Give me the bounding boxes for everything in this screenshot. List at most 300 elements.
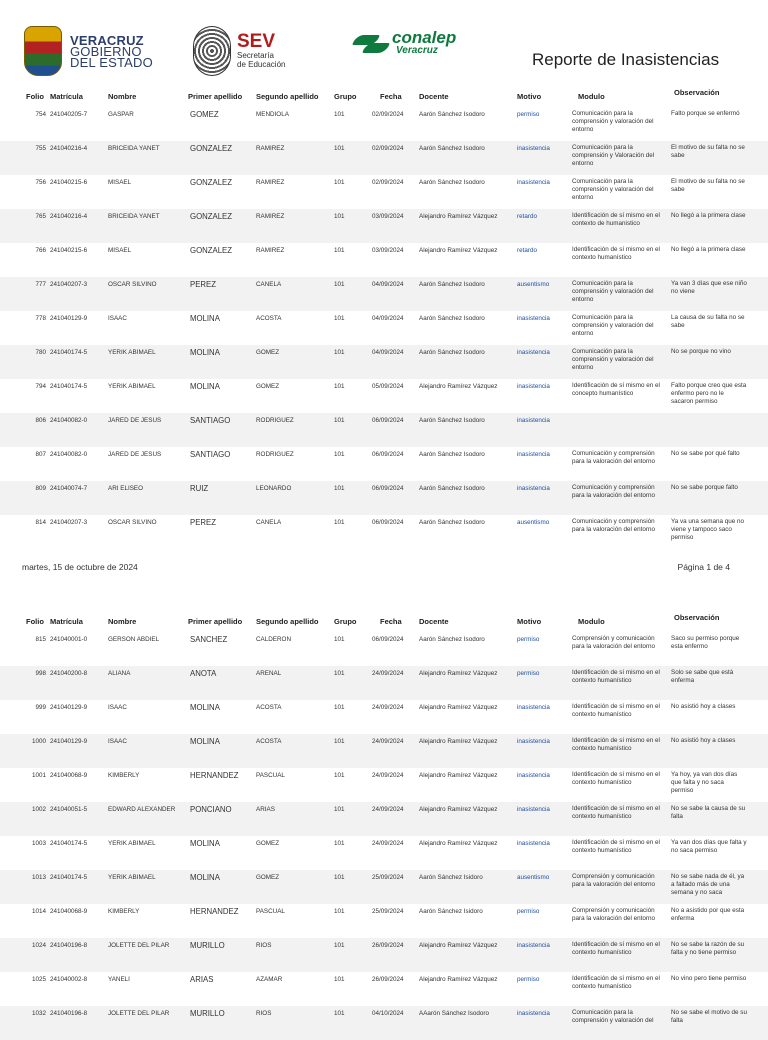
cell-segundo: LEONARDO	[256, 485, 292, 492]
cell-segundo: RAMIREZ	[256, 213, 285, 220]
cell-fecha: 26/09/2024	[372, 942, 404, 949]
cell-grupo: 101	[334, 636, 345, 643]
cell-folio: 765	[35, 213, 46, 220]
cell-segundo: RIOS	[256, 1010, 272, 1017]
cell-primer: HERNANDEZ	[190, 771, 239, 780]
cell-fecha: 06/09/2024	[372, 519, 404, 526]
cell-folio: 777	[35, 281, 46, 288]
cell-segundo: GOMEZ	[256, 874, 280, 881]
cell-grupo: 101	[334, 349, 345, 356]
table-row	[0, 209, 768, 243]
cell-matricula: 241040207-3	[50, 519, 88, 526]
cell-nombre: YERIK ABIMAEL	[108, 349, 156, 356]
cell-grupo: 101	[334, 281, 345, 288]
cell-nombre: YERIK ABIMAEL	[108, 874, 156, 881]
cell-grupo: 101	[334, 315, 345, 322]
cell-obs: El motivo de su falta no se sabe	[671, 144, 745, 159]
cell-primer: SANTIAGO	[190, 416, 231, 425]
cell-segundo: CANELA	[256, 519, 282, 526]
cell-fecha: 24/09/2024	[372, 772, 404, 779]
cell-folio: 1003	[31, 840, 46, 847]
cell-nombre: ISAAC	[108, 704, 127, 711]
cell-grupo: 101	[334, 874, 345, 881]
cell-folio: 807	[35, 451, 46, 458]
cell-primer: GONZALEZ	[190, 144, 233, 153]
column-header-grupo: Grupo	[334, 92, 357, 101]
cell-matricula: 241040215-6	[50, 179, 88, 186]
column-header-motivo: Motivo	[517, 92, 542, 101]
table-row	[0, 447, 768, 481]
cell-matricula: 241040129-9	[50, 738, 88, 745]
cell-docente: Alejandro Ramírez Vázquez	[419, 704, 498, 711]
cell-motivo: inasistencia	[517, 806, 550, 813]
cell-obs: No se sabe por qué falto	[671, 450, 740, 457]
cell-docente: Alejandro Ramírez Vázquez	[419, 213, 498, 220]
cell-primer: MOLINA	[190, 737, 220, 746]
cell-nombre: ISAAC	[108, 738, 127, 745]
cell-fecha: 06/09/2024	[372, 636, 404, 643]
cell-matricula: 241040074-7	[50, 485, 88, 492]
cell-motivo: inasistencia	[517, 315, 550, 322]
cell-nombre: ALIANA	[108, 670, 131, 677]
table-row	[0, 379, 768, 413]
cell-obs: Ya hoy, ya van dos días que falta y no saca permiso	[671, 771, 738, 794]
table-row	[0, 972, 768, 1006]
cell-matricula: 241040215-6	[50, 247, 88, 254]
cell-segundo: ACOSTA	[256, 315, 282, 322]
column-header-row	[0, 613, 768, 631]
cell-nombre: EDWARD ALEXANDER	[108, 806, 176, 813]
cell-fecha: 24/09/2024	[372, 840, 404, 847]
cell-segundo: PASCUAL	[256, 772, 285, 779]
cell-modulo: Comprensión y comunicación para la valoración del entorno	[572, 907, 655, 922]
cell-obs: Falto porque se enfermó	[671, 110, 740, 117]
cell-modulo: Identificación de sí mismo en el contexto de humanistico	[572, 212, 660, 227]
conalep-logo-small: Veracruz	[396, 45, 438, 56]
cell-grupo: 101	[334, 145, 345, 152]
cell-folio: 815	[35, 636, 46, 643]
cell-primer: MURILLO	[190, 941, 225, 950]
column-header-nombre: Nombre	[108, 92, 137, 101]
cell-segundo: RODRIGUEZ	[256, 417, 294, 424]
cell-modulo: Comunicación y comprensión para la valoración del entorno	[572, 450, 655, 465]
cell-segundo: RAMIREZ	[256, 247, 285, 254]
cell-docente: Alejandro Ramírez Vázquez	[419, 772, 498, 779]
cell-matricula: 241040174-5	[50, 840, 88, 847]
table-row	[0, 938, 768, 972]
cell-folio: 756	[35, 179, 46, 186]
cell-nombre: YERIK ABIMAEL	[108, 840, 156, 847]
cell-segundo: CANELA	[256, 281, 282, 288]
cell-fecha: 02/09/2024	[372, 179, 404, 186]
cell-segundo: ARIAS	[256, 806, 275, 813]
cell-obs: La causa de su falta no se sabe	[671, 314, 745, 329]
cell-grupo: 101	[334, 772, 345, 779]
cell-matricula: 241040216-4	[50, 213, 88, 220]
table-row	[0, 870, 768, 904]
cell-obs: No vino pero tiene permiso	[671, 975, 747, 982]
table-row	[0, 413, 768, 447]
cell-segundo: CALDERON	[256, 636, 291, 643]
table-row	[0, 243, 768, 277]
cell-folio: 1013	[31, 874, 46, 881]
table-row	[0, 141, 768, 175]
cell-matricula: 241040001-0	[50, 636, 88, 643]
cell-primer: PEREZ	[190, 280, 216, 289]
cell-modulo: Comprensión y comunicación para la valoración del entorno	[572, 635, 655, 650]
cell-folio: 755	[35, 145, 46, 152]
column-header-primer-apellido: Primer apellido	[188, 92, 243, 101]
table-row	[0, 700, 768, 734]
table-row	[0, 107, 768, 141]
cell-grupo: 101	[334, 670, 345, 677]
cell-primer: MOLINA	[190, 839, 220, 848]
cell-folio: 999	[35, 704, 46, 711]
cell-folio: 1002	[31, 806, 46, 813]
veracruz-logo-line: DEL ESTADO	[70, 54, 153, 70]
cell-primer: HERNANDEZ	[190, 907, 239, 916]
cell-primer: PEREZ	[190, 518, 216, 527]
cell-motivo: ausentismo	[517, 874, 550, 881]
cell-motivo: inasistencia	[517, 704, 550, 711]
cell-motivo: inasistencia	[517, 417, 550, 424]
cell-folio: 1024	[31, 942, 46, 949]
cell-motivo: inasistencia	[517, 451, 550, 458]
table-row	[0, 277, 768, 311]
column-header-docente: Docente	[419, 92, 449, 101]
cell-segundo: AZAMAR	[256, 976, 283, 983]
cell-obs: No a asistido por que esta enferma	[671, 907, 745, 922]
cell-nombre: MISAEL	[108, 179, 132, 186]
cell-folio: 780	[35, 349, 46, 356]
cell-primer: SANTIAGO	[190, 450, 231, 459]
cell-motivo: inasistencia	[517, 942, 550, 949]
cell-folio: 1025	[31, 976, 46, 983]
cell-grupo: 101	[334, 213, 345, 220]
cell-obs: No asistió hoy a clases	[671, 737, 736, 744]
column-header-grupo: Grupo	[334, 617, 357, 626]
cell-docente: Alejandro Ramírez Vázquez	[419, 247, 498, 254]
cell-motivo: ausentismo	[517, 519, 550, 526]
cell-matricula: 241040068-9	[50, 772, 88, 779]
cell-obs: No se porque no vino	[671, 348, 731, 355]
cell-fecha: 24/09/2024	[372, 670, 404, 677]
report-header	[0, 0, 768, 88]
cell-folio: 809	[35, 485, 46, 492]
sev-logo-line: de Educación	[237, 60, 286, 69]
cell-docente: Aarón Sánchez Isodoro	[419, 179, 485, 186]
cell-folio: 754	[35, 111, 46, 118]
cell-grupo: 101	[334, 247, 345, 254]
cell-obs: No se sabe nada de él, ya a faltado más de una semana y no saca	[671, 873, 745, 896]
cell-obs: Saco su permiso porque esta enfermo	[671, 635, 740, 650]
table-row	[0, 836, 768, 870]
cell-docente: Aarón Sánchez Isidoro	[419, 874, 483, 881]
column-header-docente: Docente	[419, 617, 449, 626]
cell-motivo: inasistencia	[517, 179, 550, 186]
cell-docente: Aarón Sánchez Isodoro	[419, 281, 485, 288]
cell-motivo: permiso	[517, 111, 540, 118]
cell-folio: 794	[35, 383, 46, 390]
cell-grupo: 101	[334, 840, 345, 847]
cell-motivo: inasistencia	[517, 349, 550, 356]
cell-nombre: JOLETTE DEL PILAR	[108, 1010, 170, 1017]
cell-docente: Alejandro Ramírez Vázquez	[419, 976, 498, 983]
cell-matricula: 241040082-0	[50, 417, 88, 424]
cell-matricula: 241040129-9	[50, 704, 88, 711]
cell-fecha: 04/09/2024	[372, 281, 404, 288]
cell-folio: 1032	[31, 1010, 46, 1017]
cell-folio: 1014	[31, 908, 46, 915]
cell-fecha: 04/10/2024	[372, 1010, 404, 1017]
cell-obs: No se sabe la causa de su falta	[671, 805, 746, 820]
cell-obs: Falto porque creo que esta enfermo pero no le sacaron permiso	[671, 382, 747, 405]
cell-grupo: 101	[334, 451, 345, 458]
table-row	[0, 666, 768, 700]
report-title: Reporte de Inasistencias	[532, 50, 720, 69]
cell-modulo: Identificación de sí mismo en el contexto humanístico	[572, 771, 660, 786]
cell-nombre: OSCAR SILVINO	[108, 281, 157, 288]
veracruz-logo	[24, 26, 153, 76]
cell-obs: No se sabe la razón de su falta y no tiene permiso	[671, 941, 745, 956]
cell-grupo: 101	[334, 704, 345, 711]
cell-docente: Alejandro Ramírez Vázquez	[419, 670, 498, 677]
cell-motivo: permiso	[517, 670, 540, 677]
cell-modulo: Identificación de sí mismo en el contexto humanístico	[572, 703, 660, 718]
column-header-folio: Folio	[26, 92, 44, 101]
column-header-folio: Folio	[26, 617, 44, 626]
cell-modulo: Identificación de sí mismo en el contexto humanístico	[572, 975, 660, 990]
column-header-fecha: Fecha	[380, 92, 402, 101]
cell-docente: Alejandro Ramírez Vázquez	[419, 383, 498, 390]
cell-matricula: 241040207-3	[50, 281, 88, 288]
table-row	[0, 311, 768, 345]
cell-fecha: 02/09/2024	[372, 111, 404, 118]
cell-fecha: 06/09/2024	[372, 451, 404, 458]
cell-segundo: ACOSTA	[256, 738, 282, 745]
column-header-nombre: Nombre	[108, 617, 137, 626]
cell-grupo: 101	[334, 111, 345, 118]
cell-segundo: RAMIREZ	[256, 179, 285, 186]
cell-nombre: GASPAR	[108, 111, 134, 118]
cell-nombre: BRICEIDA YANET	[108, 213, 160, 220]
cell-matricula: 241040174-5	[50, 874, 88, 881]
cell-matricula: 241040082-0	[50, 451, 88, 458]
cell-obs: No asistió hoy a clases	[671, 703, 736, 710]
cell-primer: ARIAS	[190, 975, 214, 984]
table-row	[0, 345, 768, 379]
cell-docente: Aarón Sánchez Isidoro	[419, 908, 483, 915]
cell-fecha: 03/09/2024	[372, 213, 404, 220]
cell-motivo: inasistencia	[517, 383, 550, 390]
cell-motivo: inasistencia	[517, 145, 550, 152]
footer-page-number: Página 1 de 4	[677, 562, 730, 572]
cell-primer: PONCIANO	[190, 805, 232, 814]
cell-obs: No se sabe el motivo de su falta	[671, 1009, 747, 1024]
cell-nombre: JARED DE JESUS	[108, 417, 162, 424]
cell-fecha: 05/09/2024	[372, 383, 404, 390]
cell-segundo: GOMEZ	[256, 383, 280, 390]
cell-segundo: GOMEZ	[256, 349, 280, 356]
cell-folio: 998	[35, 670, 46, 677]
column-header-motivo: Motivo	[517, 617, 542, 626]
cell-fecha: 03/09/2024	[372, 247, 404, 254]
sev-logo-line: Secretaría	[237, 51, 274, 60]
cell-segundo: PASCUAL	[256, 908, 285, 915]
cell-docente: Aarón Sánchez Isodoro	[419, 485, 485, 492]
column-header-fecha: Fecha	[380, 617, 402, 626]
conalep-logo-big: conalep	[392, 28, 457, 47]
table-row	[0, 802, 768, 836]
cell-nombre: JARED DE JESUS	[108, 451, 162, 458]
conalep-logo	[354, 30, 456, 56]
sev-logo	[193, 26, 285, 76]
cell-motivo: inasistencia	[517, 485, 550, 492]
cell-primer: RUIZ	[190, 484, 209, 493]
cell-folio: 766	[35, 247, 46, 254]
cell-nombre: MISAEL	[108, 247, 132, 254]
cell-modulo: Identificación de sí mismo en el contexto humanístico	[572, 246, 660, 261]
cell-docente: Alejandro Ramírez Vázquez	[419, 942, 498, 949]
table-row	[0, 734, 768, 768]
column-header-primer-apellido: Primer apellido	[188, 617, 243, 626]
cell-matricula: 241040216-4	[50, 145, 88, 152]
cell-segundo: ACOSTA	[256, 704, 282, 711]
cell-grupo: 101	[334, 806, 345, 813]
cell-matricula: 241040174-5	[50, 383, 88, 390]
cell-motivo: inasistencia	[517, 738, 550, 745]
cell-nombre: KIMBERLY	[108, 908, 140, 915]
cell-primer: SANCHEZ	[190, 635, 228, 644]
cell-obs: No llegó a la primera clase	[671, 212, 746, 219]
cell-segundo: RIOS	[256, 942, 272, 949]
cell-primer: GONZALEZ	[190, 178, 233, 187]
cell-primer: GONZALEZ	[190, 246, 233, 255]
column-header-matricula: Matrícula	[50, 92, 83, 101]
cell-nombre: KIMBERLY	[108, 772, 140, 779]
cell-matricula: 241040200-8	[50, 670, 88, 677]
cell-folio: 1001	[31, 772, 46, 779]
cell-motivo: permiso	[517, 976, 540, 983]
cell-grupo: 101	[334, 485, 345, 492]
cell-obs: Ya va una semana que no viene y tampoco saco permiso	[671, 518, 745, 541]
cell-obs: Ya van dos días que falta y no saca permiso	[671, 839, 747, 854]
cell-fecha: 24/09/2024	[372, 806, 404, 813]
cell-primer: MOLINA	[190, 703, 220, 712]
cell-docente: Aarón Sánchez Isodoro	[419, 636, 485, 643]
cell-grupo: 101	[334, 976, 345, 983]
cell-modulo: Comunicación y comprensión para la valoración del entorno	[572, 518, 655, 533]
cell-nombre: BRICEIDA YANET	[108, 145, 160, 152]
cell-obs: El motivo de su falta no se sabe	[671, 178, 745, 193]
cell-grupo: 101	[334, 383, 345, 390]
cell-primer: GOMEZ	[190, 110, 219, 119]
cell-docente: AAarón Sánchez Isodoro	[419, 1010, 490, 1017]
cell-motivo: permiso	[517, 908, 540, 915]
cell-fecha: 24/09/2024	[372, 704, 404, 711]
cell-modulo: Comunicación y comprensión para la valoración del entorno	[572, 484, 655, 499]
cell-motivo: inasistencia	[517, 840, 550, 847]
cell-fecha: 25/09/2024	[372, 874, 404, 881]
cell-docente: Alejandro Ramírez Vázquez	[419, 840, 498, 847]
cell-docente: Aarón Sánchez Isodoro	[419, 417, 485, 424]
column-header-matricula: Matrícula	[50, 617, 83, 626]
cell-primer: ANOTA	[190, 669, 217, 678]
cell-motivo: retardo	[517, 247, 537, 254]
cell-docente: Aarón Sánchez Isodoro	[419, 451, 485, 458]
table-row	[0, 768, 768, 802]
cell-primer: GONZALEZ	[190, 212, 233, 221]
cell-motivo: inasistencia	[517, 772, 550, 779]
cell-modulo: Comprensión y comunicación para la valoración del entorno	[572, 873, 655, 888]
cell-grupo: 101	[334, 179, 345, 186]
cell-grupo: 101	[334, 942, 345, 949]
cell-grupo: 101	[334, 738, 345, 745]
cell-motivo: ausentismo	[517, 281, 550, 288]
cell-docente: Aarón Sánchez Isodoro	[419, 315, 485, 322]
cell-matricula: 241040196-8	[50, 942, 88, 949]
cell-grupo: 101	[334, 417, 345, 424]
cell-motivo: retardo	[517, 213, 537, 220]
cell-segundo: MENDIOLA	[256, 111, 289, 118]
column-header-modulo: Modulo	[578, 92, 605, 101]
cell-modulo: Identificación de sí mismo en el contexto humanístico	[572, 839, 660, 854]
cell-docente: Aarón Sánchez Isodoro	[419, 349, 485, 356]
cell-fecha: 24/09/2024	[372, 738, 404, 745]
cell-modulo: Identificación de sí mismo en el contexto humanístico	[572, 669, 660, 684]
cell-grupo: 101	[334, 519, 345, 526]
table-row	[0, 515, 768, 549]
cell-nombre: OSCAR SILVINO	[108, 519, 157, 526]
cell-modulo: Identificación de sí mismo en el concepto humanístico	[572, 382, 660, 397]
cell-fecha: 26/09/2024	[372, 976, 404, 983]
cell-docente: Alejandro Ramírez Vázquez	[419, 738, 498, 745]
cell-nombre: GERSON ABDIEL	[108, 636, 160, 643]
cell-modulo: Comunicación para la comprensión y valoración del entorno	[572, 280, 654, 303]
cell-modulo: Comunicación para la comprensión y valoración del entorno	[572, 110, 654, 133]
cell-matricula: 241040205-7	[50, 111, 88, 118]
cell-docente: Aarón Sánchez Isodoro	[419, 519, 485, 526]
cell-primer: MOLINA	[190, 382, 220, 391]
cell-nombre: YERIK ABIMAEL	[108, 383, 156, 390]
cell-grupo: 101	[334, 908, 345, 915]
column-header-segundo-apellido: Segundo apellido	[256, 617, 319, 626]
cell-modulo: Comunicación para la comprensión y Valoración del entorno	[572, 144, 655, 167]
cell-modulo: Identificación de sí mismo en el contexto humanístico	[572, 805, 660, 820]
cell-matricula: 241040174-5	[50, 349, 88, 356]
cell-segundo: RAMIREZ	[256, 145, 285, 152]
cell-obs: Solo se sabe que está enferma	[671, 669, 734, 684]
cell-grupo: 101	[334, 1010, 345, 1017]
column-header-row	[0, 88, 768, 106]
cell-obs: No se sabe porque falto	[671, 484, 738, 491]
cell-fecha: 04/09/2024	[372, 315, 404, 322]
cell-modulo: Comunicación para la comprensión y valoración del entorno	[572, 314, 654, 337]
table-row	[0, 1006, 768, 1040]
cell-folio: 814	[35, 519, 46, 526]
table-row	[0, 904, 768, 938]
cell-modulo: Identificación de sí mismo en el contexto humanístico	[572, 737, 660, 752]
cell-matricula: 241040129-9	[50, 315, 88, 322]
footer-date: martes, 15 de octubre de 2024	[22, 562, 138, 572]
cell-matricula: 241040051-5	[50, 806, 88, 813]
cell-folio: 778	[35, 315, 46, 322]
veracruz-seal-icon	[24, 26, 62, 76]
veracruz-logo-line: GOBIERNO	[70, 43, 142, 59]
cell-docente: Alejandro Ramírez Vázquez	[419, 806, 498, 813]
table-row	[0, 175, 768, 209]
column-header-modulo: Modulo	[578, 617, 605, 626]
